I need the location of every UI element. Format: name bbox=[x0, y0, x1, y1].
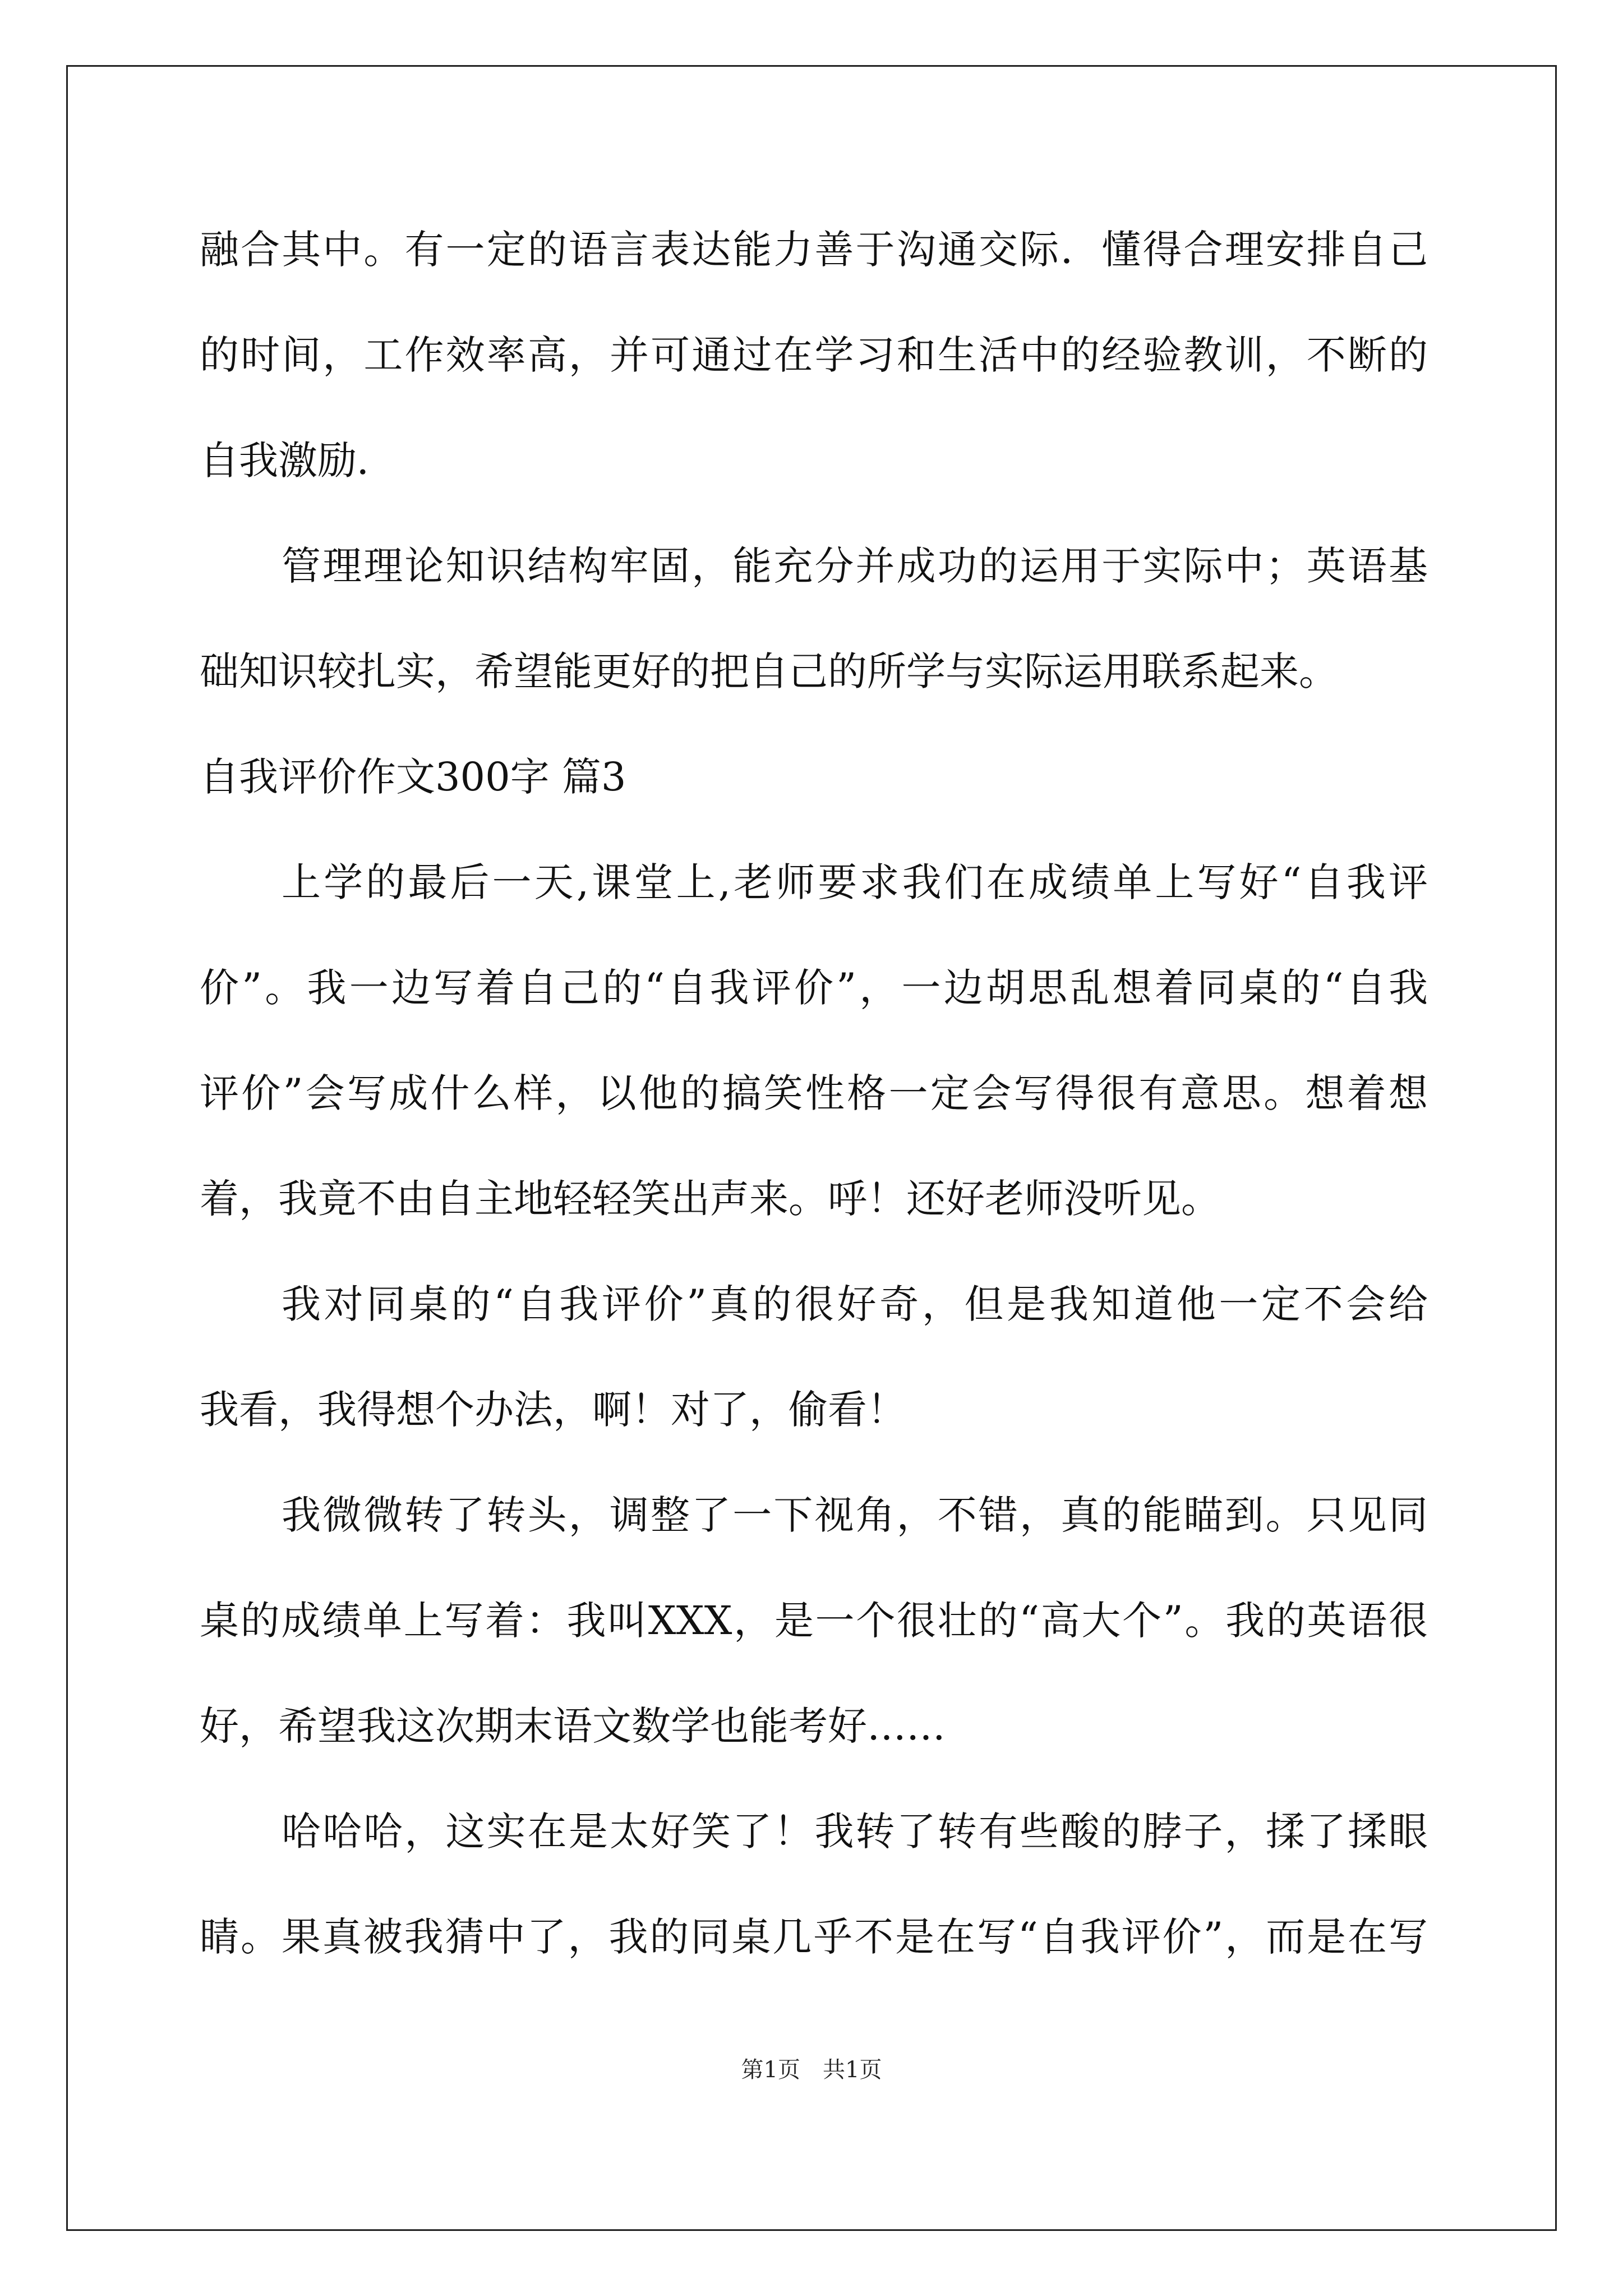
page-number-footer: 第1页 共1页 bbox=[741, 2057, 882, 2083]
text-line: 价”。我一边写着自己的“自我评价”，一边胡思乱想着同桌的“自我 bbox=[200, 965, 1428, 1011]
text-line: 着，我竟不由自主地轻轻笑出声来。呼！还好老师没听见。 bbox=[200, 1176, 1220, 1222]
text-line: 哈哈哈，这实在是太好笑了！我转了转有些酸的脖子，揉了揉眼 bbox=[282, 1809, 1428, 1855]
page-frame bbox=[66, 65, 1557, 2231]
text-line: 桌的成绩单上写着：我叫XXX，是一个很壮的“高大个”。我的英语很 bbox=[200, 1598, 1428, 1644]
text-line: 管理理论知识结构牢固，能充分并成功的运用于实际中；英语基 bbox=[282, 543, 1428, 589]
text-line: 融合其中。有一定的语言表达能力善于沟通交际．懂得合理安排自己 bbox=[200, 227, 1428, 273]
text-line: 我微微转了转头，调整了一下视角，不错，真的能瞄到。只见同 bbox=[282, 1492, 1428, 1538]
text-line: 上学的最后一天,课堂上,老师要求我们在成绩单上写好“自我评 bbox=[282, 859, 1428, 905]
section-heading: 自我评价作文300字 篇3 bbox=[200, 754, 626, 800]
text-line: 评价”会写成什么样，以他的搞笑性格一定会写得很有意思。想着想 bbox=[200, 1070, 1428, 1116]
text-line: 好，希望我这次期末语文数学也能考好…… bbox=[200, 1703, 946, 1749]
text-line: 我对同桌的“自我评价”真的很好奇，但是我知道他一定不会给 bbox=[282, 1281, 1428, 1327]
text-line: 睛。果真被我猜中了，我的同桌几乎不是在写“自我评价”，而是在写 bbox=[200, 1914, 1428, 1960]
text-line: 自我激励． bbox=[200, 438, 396, 484]
text-line: 的时间，工作效率高，并可通过在学习和生活中的经验教训，不断的 bbox=[200, 332, 1428, 378]
text-line: 础知识较扎实，希望能更好的把自己的所学与实际运用联系起来。 bbox=[200, 648, 1338, 694]
text-line: 我看，我得想个办法，啊！对了，偷看！ bbox=[200, 1387, 906, 1433]
